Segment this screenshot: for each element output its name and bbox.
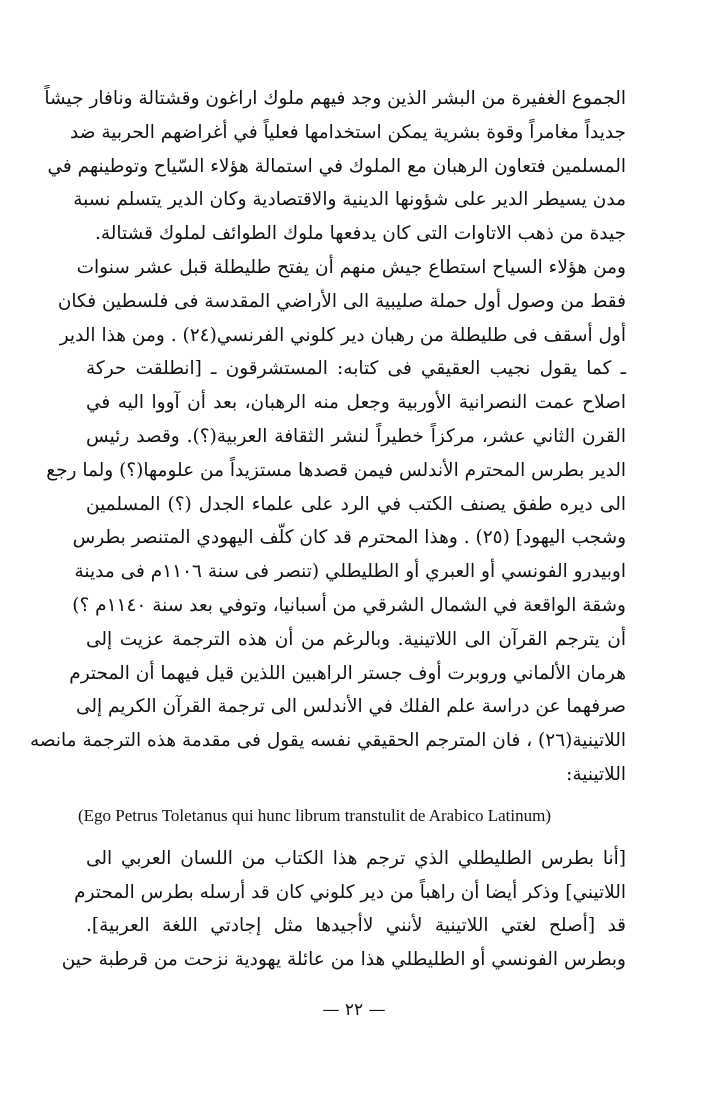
text-line: ـ كما يقول نجيب العقيقي فى كتابه: المستشرقون ـ [انطلقت حركة: [86, 358, 626, 380]
text-line: جديداً مغامراً وقوة بشرية يمكن استخدامها فعلياً في أغراضهم الحربية ضد: [70, 121, 626, 143]
page-number: — ٢٢ —: [322, 1000, 386, 1020]
text-line: وشجب اليهود] (٢٥) . وهذا المحترم قد كان كلّف اليهودي المتنصر بطرس: [72, 527, 626, 549]
text-line: أن يترجم القرآن الى اللاتينية. وبالرغم من أن هذه الترجمة عزيت إلى: [86, 628, 626, 650]
text-line: اللاتينية(٢٦) ، فان المترجم الحقيقي نفسه يقول فى مقدمة هذه الترجمة مانصه: [29, 730, 626, 752]
text-line: قد [أصلح لغتي اللاتينية لأنني لاأجيدها مثل إجادتي اللغة العربية].: [86, 915, 626, 937]
text-line: الى ديره طفق يصنف الكتب في الرد على علماء الجدل (؟) المسلمين: [86, 493, 626, 515]
text-line: المسلمين فتعاون الرهبان مع الملوك في استمالة هؤلاء السّياح وتوطينهم في: [47, 155, 626, 177]
text-line: الجموع الغفيرة من البشر الذين وجد فيهم ملوك اراغون وقشتالة ونافار جيشاً: [44, 88, 626, 109]
text-line: أول أسقف فى طليطلة من رهبان دير كلوني الفرنسي(٢٤) . ومن هذا الدير: [59, 324, 626, 346]
text-line: اللاتينية:: [566, 763, 626, 785]
text-line: اللاتيني] وذكر أيضا أن راهباً من دير كلوني كان قد أرسله بطرس المحترم: [74, 881, 626, 903]
text-line: القرن الثاني عشر، مركزاً خطيراً لنشر الثقافة العربية(؟). وقصد رئيس: [86, 425, 626, 447]
text-line: الدير بطرس المحترم الأندلس فيمن قصدها مستزيداً من علومها(؟) ولما رجع: [46, 459, 626, 481]
text-line: وبطرس الفونسي أو الطليطلي هذا من عائلة يهودية نزحت من قرطبة حين: [61, 949, 626, 971]
page-body: [29, 82, 626, 977]
text-line: اوبيدرو الفونسي أو العبري أو الطليطلي (تنصر فى سنة ١١٠٦م فى مدينة: [74, 561, 626, 583]
text-line: وشقة الواقعة في الشمال الشرقي من أسبانيا، وتوفي بعد سنة ١١٤٠م ؟): [72, 594, 626, 616]
latin-quote: (Ego Petrus Toletanus qui hunc librum transtulit de Arabico Latinum): [78, 805, 551, 825]
text-line: صرفهما عن دراسة علم الفلك في الأندلس الى ترجمة القرآن الكريم إلى: [75, 696, 626, 718]
paragraph-main: [29, 82, 626, 792]
text-line: مدن يسيطر الدير على شؤونها الدينية والاقتصادية وكان الدير يتسلم نسبة: [73, 189, 626, 211]
paragraph-second: [61, 842, 626, 977]
text-line: جيدة من ذهب الاتاوات التى كان يدفعها ملوك الطوائف لملوك قشتالة.: [95, 223, 626, 245]
text-line: [أنا بطرس الطليطلي الذي ترجم هذا الكتاب من اللسان العربي الى: [86, 847, 626, 869]
text-line: فقط من وصول أول حملة صليبية الى الأراضي المقدسة فى فلسطين فكان: [57, 290, 626, 312]
text-line: ومن هؤلاء السياح استطاع جيش منهم أن يفتح طليطلة قبل عشر سنوات: [76, 256, 626, 278]
text-line: اصلاح عمت النصرانية الأوربية وجعل منه الرهبان، بعد أن آووا اليه في: [86, 392, 626, 414]
text-line: هرمان الألماني وروبرت أوف جستر الراهبين اللذين قيل فيهما أن المحترم: [69, 662, 626, 684]
